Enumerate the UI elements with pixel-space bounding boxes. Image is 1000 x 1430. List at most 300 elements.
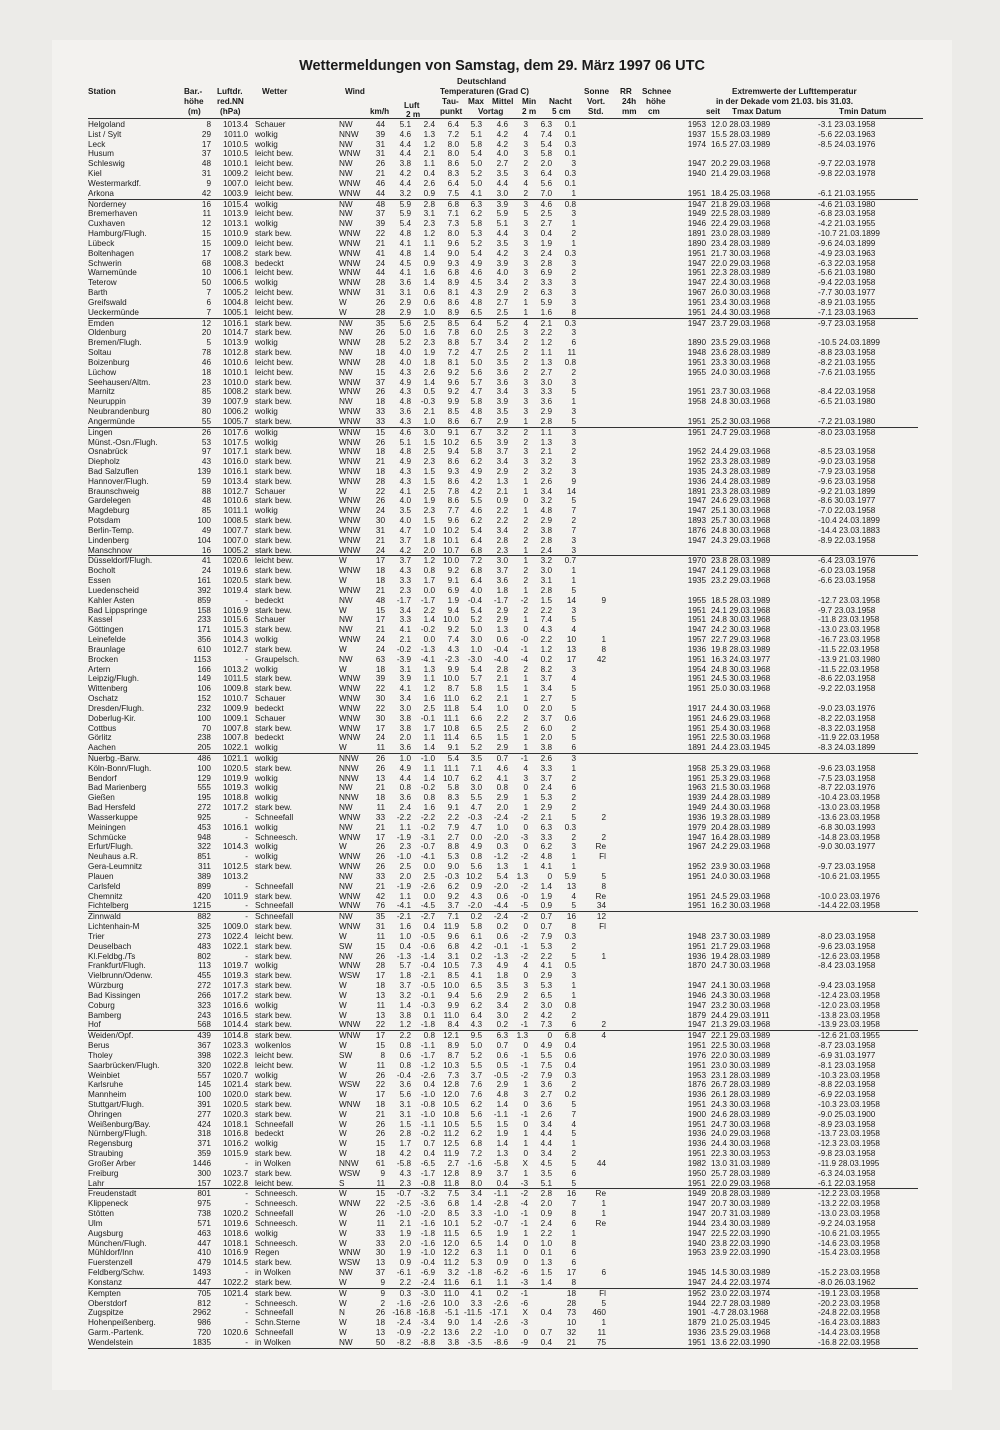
- cell-wind-speed: 28: [375, 278, 385, 288]
- cell-station: Warnemünde: [88, 268, 137, 278]
- cell-bar-hoehe: 97: [201, 447, 211, 457]
- cell-bar-hoehe: 882: [197, 912, 211, 922]
- cell-bar-hoehe: 100: [197, 1090, 211, 1100]
- cell-min-5cm: 3: [523, 457, 528, 467]
- cell-tmax-datum: 22.4 30.03.1968: [711, 278, 771, 288]
- cell-wind-speed: 33: [375, 1228, 385, 1238]
- cell-wind-dir: WSW: [339, 971, 360, 981]
- cell-bar-hoehe: 100: [197, 516, 211, 526]
- cell-station: Doberlug-Kir.: [88, 713, 136, 723]
- cell-rr-24h: 7: [571, 1109, 576, 1119]
- cell-wind-speed: 22: [375, 229, 385, 239]
- cell-bar-hoehe: 20: [201, 328, 211, 338]
- cell-wind-dir: SW: [339, 1050, 353, 1060]
- cell-max: 6.4: [447, 178, 459, 188]
- cell-rr-24h: 1: [571, 981, 576, 991]
- cell-min-2m: 3.0: [496, 556, 508, 566]
- cell-luftdruck: 1010.7: [222, 694, 248, 704]
- cell-station: Göttingen: [88, 625, 124, 635]
- cell-taupunkt: 2.4: [423, 120, 435, 129]
- cell-min-2m: 3.5: [496, 981, 508, 991]
- cell-luft-2m: 4.0: [399, 496, 411, 506]
- cell-mittel: 4.7: [470, 822, 482, 832]
- cell-wetter: stark bew.: [255, 1099, 292, 1109]
- cell-rr-24h: 7: [571, 506, 576, 516]
- cell-min-5cm: 0: [523, 1258, 528, 1268]
- cell-sonne: 1.5: [540, 1268, 552, 1278]
- cell-mittel: 5.3: [470, 229, 482, 239]
- cell-min-2m: 2.7: [496, 159, 508, 169]
- cell-luftdruck: 1007.0: [222, 178, 248, 188]
- cell-wind-dir: NW: [339, 871, 353, 881]
- table-row: [88, 1328, 918, 1338]
- cell-wind-speed: 33: [375, 416, 385, 426]
- cell-rr-24h: 6.8: [564, 1031, 576, 1041]
- cell-station: Schleswig: [88, 159, 125, 169]
- cell-min-5cm: -1: [520, 644, 528, 654]
- table-row: [88, 239, 918, 249]
- cell-luftdruck: 1015.6: [222, 615, 248, 625]
- cell-wind-dir: WNW: [339, 812, 361, 822]
- cell-tmin-datum: -11.9 22.03.1958: [818, 733, 880, 743]
- cell-luftdruck: 1022.1: [222, 941, 248, 951]
- cell-luft-2m: -2.5: [396, 1199, 411, 1209]
- cell-mittel: 5.2: [470, 1218, 482, 1228]
- cell-station: Leinefelde: [88, 635, 126, 645]
- cell-wetter: stark bew.: [255, 763, 292, 773]
- cell-max: 8.9: [447, 1041, 459, 1051]
- cell-min-2m: 3.5: [496, 357, 508, 367]
- cell-sonne: 3.3: [540, 832, 552, 842]
- cell-rr-24h: 8: [571, 307, 576, 317]
- cell-sonne: 7.9: [540, 931, 552, 941]
- cell-tmax-datum: 24.4 30.03.1968: [711, 307, 771, 317]
- cell-wind-dir: W: [339, 307, 347, 317]
- cell-rr-24h: 3: [571, 754, 576, 763]
- cell-station: Chemnitz: [88, 891, 123, 901]
- cell-wind-dir: W: [339, 486, 347, 496]
- cell-luft-2m: 4.1: [399, 268, 411, 278]
- cell-tmax-datum: 24.8 30.03.1968: [711, 615, 771, 625]
- cell-station: Konstanz: [88, 1277, 123, 1287]
- cell-luftdruck: -: [245, 951, 248, 961]
- cell-taupunkt: -0.1: [420, 990, 435, 1000]
- table-row: [88, 130, 918, 140]
- cell-rr-24h: 18: [566, 1288, 576, 1298]
- cell-luftdruck: 1012.8: [222, 348, 248, 358]
- table-row: [88, 981, 918, 991]
- cell-min-2m: 4.2: [496, 248, 508, 258]
- cell-max: 8.4: [447, 1020, 459, 1030]
- cell-tmax-datum: 22.7 29.03.1968: [711, 635, 771, 645]
- table-row: [88, 417, 918, 427]
- cell-tmax-datum: 22.0 29.03.1968: [711, 258, 771, 268]
- cell-mittel: 4.1: [470, 1288, 482, 1298]
- cell-bar-hoehe: 16: [201, 199, 211, 209]
- cell-sonne: 3.8: [540, 525, 552, 535]
- cell-min-5cm: -0: [520, 891, 528, 901]
- cell-seit: 1958: [687, 397, 706, 407]
- cell-luftdruck: 1010.6: [222, 357, 248, 367]
- cell-min-2m: 3.4: [496, 525, 508, 535]
- cell-sonne: 3.2: [540, 457, 552, 467]
- cell-seit: 1936: [687, 1129, 706, 1139]
- cell-bar-hoehe: 9: [206, 178, 211, 188]
- cell-min-5cm: 3: [523, 238, 528, 248]
- cell-taupunkt: -2.1: [420, 971, 435, 981]
- cell-luft-2m: 3.2: [399, 188, 411, 198]
- hdr-luft: Luft: [404, 101, 420, 110]
- cell-tmax-datum: 24.4 28.03.1989: [711, 793, 771, 803]
- cell-station: Husum: [88, 149, 114, 159]
- cell-luft-2m: -4.1: [396, 901, 411, 911]
- cell-sonne: 7.0: [540, 188, 552, 198]
- cell-max: 9.2: [447, 367, 459, 377]
- cell-tmax-datum: 22.4 29.03.1968: [711, 219, 771, 229]
- cell-wind-dir: WNW: [339, 506, 361, 516]
- cell-luft-2m: 1.0: [399, 754, 411, 763]
- cell-wind-dir: WNW: [339, 229, 361, 239]
- cell-tmin-datum: -4.2 21.03.1955: [818, 219, 876, 229]
- cell-rr-24h: 3: [571, 209, 576, 219]
- cell-rr-24h: 2: [571, 803, 576, 813]
- cell-luft-2m: 3.8: [399, 159, 411, 169]
- table-row: [88, 655, 918, 665]
- cell-wetter: wolkig: [255, 1070, 278, 1080]
- cell-bar-hoehe: 18: [201, 367, 211, 377]
- cell-station: Nuerbg.-Barw.: [88, 754, 141, 763]
- cell-mittel: 7.2: [470, 556, 482, 566]
- cell-wind-speed: 26: [375, 1129, 385, 1139]
- cell-rr-24h: 17: [566, 654, 576, 664]
- cell-taupunkt: -4.1: [420, 852, 435, 862]
- cell-tmin-datum: -13.7 23.03.1958: [818, 1129, 880, 1139]
- cell-min-2m: 2.1: [496, 674, 508, 684]
- cell-max: 6.8: [447, 1199, 459, 1209]
- cell-mittel: 6.8: [470, 1139, 482, 1149]
- cell-tmax-datum: 24.6 28.03.1989: [711, 1109, 771, 1119]
- cell-tmin-datum: -7.9 23.03.1958: [818, 466, 876, 476]
- cell-sonne: 1.6: [540, 307, 552, 317]
- cell-seit: 1944: [687, 1298, 706, 1308]
- cell-luftdruck: 1020.5: [222, 763, 248, 773]
- cell-wetter: Schneefall: [255, 1209, 294, 1219]
- cell-taupunkt: -1.7: [420, 1168, 435, 1178]
- cell-max: 11.4: [443, 733, 459, 743]
- cell-station: Lahr: [88, 1178, 105, 1188]
- cell-min-2m: 2.5: [496, 723, 508, 733]
- cell-wind-dir: WNW: [339, 416, 361, 426]
- cell-wind-speed: 31: [375, 922, 385, 932]
- cell-mittel: 6.7: [470, 427, 482, 437]
- hdr-tmax: Tmax Datum: [732, 107, 782, 116]
- cell-mittel: 1.4: [470, 1318, 482, 1328]
- cell-luftdruck: 1013.1: [222, 219, 248, 229]
- cell-seit: 1944: [687, 1218, 706, 1228]
- cell-bar-hoehe: 392: [197, 585, 211, 595]
- cell-taupunkt: 1.3: [423, 129, 435, 139]
- cell-wetter: bedeckt: [255, 703, 284, 713]
- cell-station: Barth: [88, 288, 108, 298]
- cell-luftdruck: -: [245, 812, 248, 822]
- cell-luft-2m: 3.8: [399, 1010, 411, 1020]
- cell-station: Öhringen: [88, 1109, 122, 1119]
- cell-station: Lichtenhain-M: [88, 922, 140, 932]
- cell-bar-hoehe: 1493: [192, 1268, 211, 1278]
- cell-luftdruck: 1005.1: [222, 307, 248, 317]
- cell-min-5cm: 0: [523, 783, 528, 793]
- cell-station: Klippeneck: [88, 1199, 129, 1209]
- cell-luft-2m: 4.4: [399, 178, 411, 188]
- cell-tmax-datum: 23.3 30.03.1968: [711, 357, 771, 367]
- cell-min-5cm: 1: [523, 615, 528, 625]
- cell-wind-speed: 26: [375, 842, 385, 852]
- cell-min-2m: -0.1: [493, 941, 508, 951]
- cell-min-2m: -6.2: [493, 1268, 508, 1278]
- cell-tmax-datum: 25.7 30.03.1968: [711, 516, 771, 526]
- cell-max: 4.3: [447, 644, 459, 654]
- cell-schnee: 460: [592, 1308, 606, 1318]
- cell-mittel: 6.1: [470, 1277, 482, 1287]
- cell-wind-dir: SW: [339, 941, 353, 951]
- cell-wind-speed: 24: [375, 733, 385, 743]
- cell-wind-dir: WNW: [339, 1031, 361, 1041]
- cell-wetter: stark bew.: [255, 625, 292, 635]
- cell-tmin-datum: -7.7 30.03.1977: [818, 288, 876, 298]
- cell-max: 7.1: [447, 912, 459, 922]
- cell-bar-hoehe: 5: [206, 338, 211, 348]
- cell-bar-hoehe: 12: [201, 318, 211, 328]
- cell-wind-dir: W: [339, 1129, 347, 1139]
- cell-wetter: stark bew.: [255, 1258, 292, 1268]
- table-row: [88, 378, 918, 388]
- cell-wind-speed: 63: [375, 654, 385, 664]
- cell-luft-2m: 3.6: [399, 1080, 411, 1090]
- cell-luftdruck: 1007.9: [222, 397, 248, 407]
- table-row: [88, 932, 918, 942]
- cell-min-2m: 3.9: [496, 258, 508, 268]
- cell-mittel: 5.4: [470, 605, 482, 615]
- cell-wetter: leicht bew.: [255, 178, 294, 188]
- cell-tmin-datum: -10.4 24.03.1899: [818, 516, 880, 526]
- cell-seit: 1947: [687, 625, 706, 635]
- hdr-punkt: punkt: [440, 107, 463, 116]
- cell-wind-speed: 21: [375, 585, 385, 595]
- cell-station: Kahler Asten: [88, 595, 135, 605]
- cell-bar-hoehe: 801: [197, 1189, 211, 1199]
- cell-wind-dir: WNW: [339, 635, 361, 645]
- cell-tmax-datum: 22.0 30.03.1989: [711, 1050, 771, 1060]
- cell-wetter: leicht bew.: [255, 268, 294, 278]
- cell-luftdruck: 1017.6: [222, 427, 248, 437]
- table-row: [88, 288, 918, 298]
- cell-max: 2.7: [447, 1158, 459, 1168]
- cell-min-2m: 1.9: [496, 1228, 508, 1238]
- cell-sonne: 3.0: [540, 377, 552, 387]
- cell-sonne: 3.2: [540, 496, 552, 506]
- cell-min-5cm: 3: [523, 169, 528, 179]
- cell-min-2m: 4.6: [496, 120, 508, 129]
- cell-luftdruck: 1017.2: [222, 990, 248, 1000]
- cell-wind-dir: WSW: [339, 1168, 360, 1178]
- table-row: [88, 1188, 918, 1199]
- cell-wind-dir: W: [339, 1238, 347, 1248]
- cell-mittel: 7.1: [470, 763, 482, 773]
- cell-luftdruck: 1016.1: [222, 466, 248, 476]
- cell-luft-2m: 4.1: [399, 238, 411, 248]
- cell-luft-2m: 4.1: [399, 684, 411, 694]
- cell-seit: 1947: [687, 1199, 706, 1209]
- cell-tmax-datum: 23.7 30.03.1989: [711, 931, 771, 941]
- cell-taupunkt: 2.6: [423, 367, 435, 377]
- cell-mittel: 6.3: [470, 1248, 482, 1258]
- cell-luftdruck: 1016.1: [222, 318, 248, 328]
- cell-seit: 1951: [687, 1060, 706, 1070]
- cell-luft-2m: -0.7: [396, 1189, 411, 1199]
- cell-luftdruck: 1020.5: [222, 576, 248, 586]
- table-row: [88, 1299, 918, 1309]
- cell-taupunkt: 3.1: [423, 209, 435, 219]
- cell-tmax-datum: 24.6 29.03.1968: [711, 496, 771, 506]
- cell-tmin-datum: -6.8 30.03.1993: [818, 822, 876, 832]
- cell-min-2m: 0.6: [496, 931, 508, 941]
- cell-wind-speed: 8: [380, 1050, 385, 1060]
- cell-wind-dir: W: [339, 297, 347, 307]
- cell-wetter: stark bew.: [255, 981, 292, 991]
- cell-min-2m: 3.0: [496, 1010, 508, 1020]
- cell-wetter: leicht bew.: [255, 238, 294, 248]
- cell-schnee: Fl: [599, 852, 606, 862]
- cell-min-2m: 5.2: [496, 318, 508, 328]
- cell-bar-hoehe: 948: [197, 832, 211, 842]
- cell-tmin-datum: -5.6 22.03.1963: [818, 129, 876, 139]
- table-row: [88, 387, 918, 397]
- cell-mittel: 5.0: [470, 625, 482, 635]
- table-row: [88, 358, 918, 368]
- cell-bar-hoehe: 266: [197, 990, 211, 1000]
- cell-min-5cm: 1: [523, 694, 528, 704]
- cell-seit: 1876: [687, 1080, 706, 1090]
- cell-mittel: 5.4: [470, 248, 482, 258]
- cell-taupunkt: 1.5: [423, 437, 435, 447]
- cell-schnee: 4: [601, 1031, 606, 1041]
- cell-wind-speed: 46: [375, 178, 385, 188]
- cell-wetter: leicht bew.: [255, 297, 294, 307]
- cell-min-5cm: -0: [520, 635, 528, 645]
- cell-wind-dir: NW: [339, 120, 353, 129]
- cell-bar-hoehe: 812: [197, 1298, 211, 1308]
- cell-station: Braunlage: [88, 644, 126, 654]
- cell-tmax-datum: 25.4 30.03.1968: [711, 723, 771, 733]
- cell-tmax-datum: 24.8 30.03.1968: [711, 397, 771, 407]
- cell-seit: 1879: [687, 1010, 706, 1020]
- cell-luftdruck: 1019.3: [222, 783, 248, 793]
- cell-tmax-datum: 22.3 28.03.1989: [711, 268, 771, 278]
- cell-mittel: 4.9: [470, 466, 482, 476]
- cell-wetter: wolkig: [255, 664, 278, 674]
- cell-bar-hoehe: 59: [201, 476, 211, 486]
- cell-max: 10.0: [443, 615, 459, 625]
- table-row: [88, 606, 918, 616]
- cell-sonne: 3.8: [540, 743, 552, 753]
- cell-sonne: 1.2: [540, 338, 552, 348]
- cell-wetter: wolkig: [255, 139, 278, 149]
- cell-wind-dir: WNW: [339, 447, 361, 457]
- cell-max: 8.6: [447, 476, 459, 486]
- cell-wind-speed: 22: [375, 1199, 385, 1209]
- table-row: [88, 1120, 918, 1130]
- cell-wind-dir: NW: [339, 199, 353, 209]
- cell-station: Hof: [88, 1020, 101, 1030]
- cell-seit: 1951: [687, 357, 706, 367]
- cell-bar-hoehe: 31: [201, 169, 211, 179]
- cell-wind-dir: W: [339, 1060, 347, 1070]
- cell-taupunkt: -1.7: [420, 1050, 435, 1060]
- cell-mittel: -0.4: [467, 595, 482, 605]
- cell-rr-24h: 5: [571, 1178, 576, 1188]
- cell-bar-hoehe: 11: [202, 209, 211, 219]
- cell-mittel: 4.1: [470, 188, 482, 198]
- cell-min-2m: 2.3: [496, 545, 508, 555]
- cell-tmin-datum: -10.4 23.03.1958: [818, 793, 880, 803]
- table-row: [88, 882, 918, 892]
- cell-max: 7.3: [447, 1070, 459, 1080]
- cell-sonne: 1.9: [540, 238, 552, 248]
- cell-tmax-datum: 22.7 28.03.1989: [711, 1298, 771, 1308]
- cell-luftdruck: 1020.5: [222, 1099, 248, 1109]
- cell-seit: 1951: [687, 1178, 706, 1188]
- cell-sonne: 2.9: [540, 971, 552, 981]
- cell-tmax-datum: 13.6 22.03.1990: [711, 1337, 771, 1347]
- cell-station: Augsburg: [88, 1228, 124, 1238]
- cell-mittel: -0.3: [467, 812, 482, 822]
- cell-luftdruck: 1016.1: [222, 822, 248, 832]
- cell-wind-dir: NNW: [339, 793, 359, 803]
- cell-rr-24h: 5: [571, 1158, 576, 1168]
- table-row: [88, 901, 918, 911]
- cell-luft-2m: 4.1: [399, 486, 411, 496]
- cell-min-2m: -1.3: [493, 951, 508, 961]
- cell-seit: 1947: [687, 1020, 706, 1030]
- cell-tmin-datum: -13.9 21.03.1980: [818, 654, 880, 664]
- cell-luftdruck: 1014.3: [222, 635, 248, 645]
- cell-tmax-datum: 19.8 28.03.1989: [711, 644, 771, 654]
- cell-min-2m: 0.4: [496, 1178, 508, 1188]
- cell-tmax-datum: 16.4 28.03.1989: [711, 832, 771, 842]
- cell-tmin-datum: -9.8 23.03.1958: [818, 1149, 876, 1159]
- cell-rr-24h: 0.6: [564, 1050, 576, 1060]
- cell-tmin-datum: -8.2 21.03.1955: [818, 357, 876, 367]
- cell-bar-hoehe: 68: [201, 258, 211, 268]
- cell-station: Meiningen: [88, 822, 126, 832]
- cell-bar-hoehe: 149: [197, 674, 211, 684]
- cell-min-5cm: 1: [523, 674, 528, 684]
- cell-wind-dir: W: [339, 1041, 347, 1051]
- cell-station: Ulm: [88, 1218, 103, 1228]
- cell-bar-hoehe: 486: [197, 754, 211, 763]
- cell-rr-24h: 0.1: [564, 129, 576, 139]
- cell-luftdruck: 1022.3: [222, 1050, 248, 1060]
- cell-rr-24h: 1: [571, 862, 576, 872]
- cell-sonne: 4.4: [540, 1129, 552, 1139]
- cell-taupunkt: 0.9: [423, 188, 435, 198]
- cell-luft-2m: -8.2: [396, 1337, 411, 1347]
- cell-sonne: 0.7: [540, 912, 552, 922]
- cell-min-5cm: 4: [523, 129, 528, 139]
- cell-luftdruck: 1021.4: [222, 1288, 248, 1298]
- cell-bar-hoehe: 233: [197, 615, 211, 625]
- cell-sonne: 5.6: [540, 178, 552, 188]
